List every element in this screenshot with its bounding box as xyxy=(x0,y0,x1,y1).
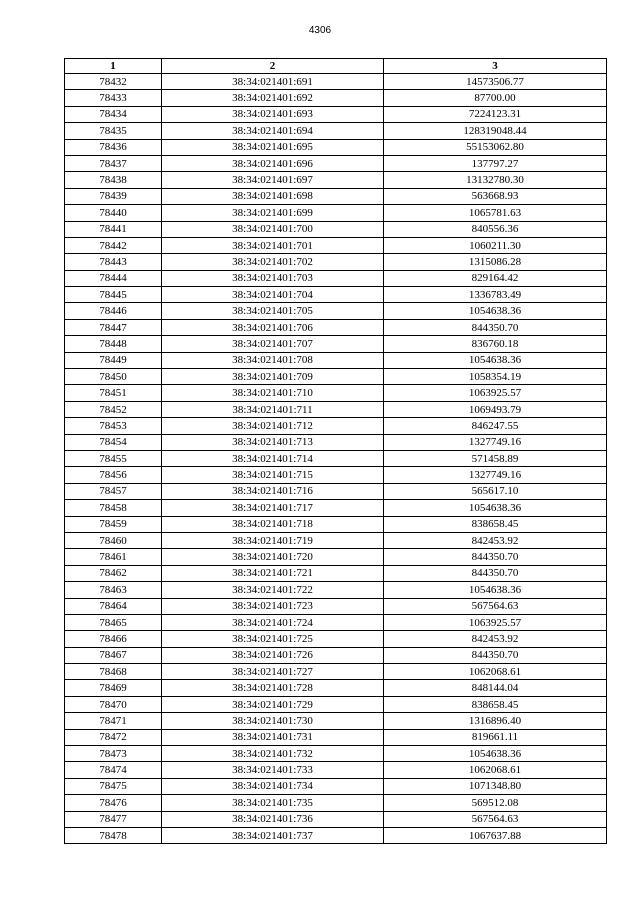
table-row xyxy=(65,680,607,696)
row-number-cell: 78455 xyxy=(65,450,162,466)
row-number-cell: 78444 xyxy=(65,270,162,286)
table-row xyxy=(65,418,607,434)
table-row xyxy=(65,450,607,466)
table-row xyxy=(65,123,607,139)
cadastral-value-cell: 848144.04 xyxy=(384,680,607,696)
table-row xyxy=(65,746,607,762)
cadastral-value-cell: 1054638.36 xyxy=(384,582,607,598)
table-body xyxy=(65,74,607,844)
table-row xyxy=(65,434,607,450)
cadastral-value-cell: 571458.89 xyxy=(384,450,607,466)
cadastral-value-cell: 569512.08 xyxy=(384,795,607,811)
cadastral-number-cell: 38:34:021401:721 xyxy=(162,565,384,581)
page-number: 4306 xyxy=(308,25,332,36)
column-header-2: 2 xyxy=(162,59,384,74)
cadastral-value-cell: 846247.55 xyxy=(384,418,607,434)
header-row xyxy=(65,59,607,74)
cadastral-value-cell: 1054638.36 xyxy=(384,303,607,319)
cadastral-number-cell: 38:34:021401:722 xyxy=(162,582,384,598)
row-number-cell: 78458 xyxy=(65,500,162,516)
cadastral-value-cell: 1060211.30 xyxy=(384,237,607,253)
cadastral-value-cell: 1065781.63 xyxy=(384,205,607,221)
row-number-cell: 78465 xyxy=(65,614,162,630)
table-row xyxy=(65,155,607,171)
row-number-cell: 78443 xyxy=(65,254,162,270)
cadastral-value-cell: 1063925.57 xyxy=(384,385,607,401)
table-row xyxy=(65,549,607,565)
row-number-cell: 78472 xyxy=(65,729,162,745)
table-row xyxy=(65,647,607,663)
table-row xyxy=(65,172,607,188)
cadastral-number-cell: 38:34:021401:693 xyxy=(162,106,384,122)
table-row xyxy=(65,713,607,729)
cadastral-number-cell: 38:34:021401:706 xyxy=(162,319,384,335)
cadastral-value-cell: 55153062.80 xyxy=(384,139,607,155)
cadastral-number-cell: 38:34:021401:714 xyxy=(162,450,384,466)
cadastral-value-cell: 844350.70 xyxy=(384,565,607,581)
cadastral-value-cell: 13132780.30 xyxy=(384,172,607,188)
table-row xyxy=(65,598,607,614)
cadastral-value-table xyxy=(64,58,607,844)
cadastral-value-cell: 1071348.80 xyxy=(384,778,607,794)
cadastral-number-cell: 38:34:021401:724 xyxy=(162,614,384,630)
row-number-cell: 78446 xyxy=(65,303,162,319)
column-header-3: 3 xyxy=(384,59,607,74)
row-number-cell: 78466 xyxy=(65,631,162,647)
row-number-cell: 78453 xyxy=(65,418,162,434)
cadastral-number-cell: 38:34:021401:734 xyxy=(162,778,384,794)
cadastral-number-cell: 38:34:021401:726 xyxy=(162,647,384,663)
row-number-cell: 78435 xyxy=(65,123,162,139)
table-row xyxy=(65,369,607,385)
cadastral-number-cell: 38:34:021401:699 xyxy=(162,205,384,221)
row-number-cell: 78469 xyxy=(65,680,162,696)
cadastral-number-cell: 38:34:021401:708 xyxy=(162,352,384,368)
row-number-cell: 78464 xyxy=(65,598,162,614)
cadastral-number-cell: 38:34:021401:733 xyxy=(162,762,384,778)
table-row xyxy=(65,811,607,827)
table-row xyxy=(65,352,607,368)
cadastral-number-cell: 38:34:021401:737 xyxy=(162,827,384,843)
table-row xyxy=(65,614,607,630)
cadastral-number-cell: 38:34:021401:715 xyxy=(162,467,384,483)
cadastral-value-cell: 567564.63 xyxy=(384,811,607,827)
table-row xyxy=(65,221,607,237)
cadastral-number-cell: 38:34:021401:712 xyxy=(162,418,384,434)
row-number-cell: 78439 xyxy=(65,188,162,204)
cadastral-value-cell: 14573506.77 xyxy=(384,74,607,90)
cadastral-number-cell: 38:34:021401:735 xyxy=(162,795,384,811)
cadastral-number-cell: 38:34:021401:692 xyxy=(162,90,384,106)
cadastral-value-cell: 838658.45 xyxy=(384,696,607,712)
row-number-cell: 78450 xyxy=(65,369,162,385)
table-row xyxy=(65,188,607,204)
row-number-cell: 78456 xyxy=(65,467,162,483)
table-row xyxy=(65,778,607,794)
row-number-cell: 78448 xyxy=(65,336,162,352)
cadastral-value-cell: 1316896.40 xyxy=(384,713,607,729)
cadastral-value-cell: 567564.63 xyxy=(384,598,607,614)
cadastral-number-cell: 38:34:021401:701 xyxy=(162,237,384,253)
cadastral-number-cell: 38:34:021401:711 xyxy=(162,401,384,417)
cadastral-value-cell: 819661.11 xyxy=(384,729,607,745)
row-number-cell: 78433 xyxy=(65,90,162,106)
cadastral-number-cell: 38:34:021401:725 xyxy=(162,631,384,647)
cadastral-number-cell: 38:34:021401:736 xyxy=(162,811,384,827)
row-number-cell: 78474 xyxy=(65,762,162,778)
cadastral-value-cell: 1067637.88 xyxy=(384,827,607,843)
cadastral-value-cell: 137797.27 xyxy=(384,155,607,171)
cadastral-value-cell: 565617.10 xyxy=(384,483,607,499)
cadastral-value-cell: 563668.93 xyxy=(384,188,607,204)
cadastral-value-cell: 844350.70 xyxy=(384,319,607,335)
cadastral-number-cell: 38:34:021401:717 xyxy=(162,500,384,516)
row-number-cell: 78436 xyxy=(65,139,162,155)
table-row xyxy=(65,287,607,303)
cadastral-number-cell: 38:34:021401:729 xyxy=(162,696,384,712)
table-row xyxy=(65,483,607,499)
cadastral-number-cell: 38:34:021401:716 xyxy=(162,483,384,499)
row-number-cell: 78462 xyxy=(65,565,162,581)
cadastral-number-cell: 38:34:021401:718 xyxy=(162,516,384,532)
cadastral-value-cell: 1336783.49 xyxy=(384,287,607,303)
table-row xyxy=(65,90,607,106)
table-row xyxy=(65,516,607,532)
cadastral-number-cell: 38:34:021401:728 xyxy=(162,680,384,696)
cadastral-value-cell: 844350.70 xyxy=(384,549,607,565)
row-number-cell: 78473 xyxy=(65,746,162,762)
cadastral-value-cell: 1054638.36 xyxy=(384,500,607,516)
row-number-cell: 78460 xyxy=(65,532,162,548)
cadastral-number-cell: 38:34:021401:732 xyxy=(162,746,384,762)
cadastral-value-cell: 1062068.61 xyxy=(384,762,607,778)
table-row xyxy=(65,729,607,745)
table-row xyxy=(65,631,607,647)
row-number-cell: 78470 xyxy=(65,696,162,712)
cadastral-value-cell: 840556.36 xyxy=(384,221,607,237)
cadastral-value-cell: 1327749.16 xyxy=(384,434,607,450)
table-row xyxy=(65,139,607,155)
row-number-cell: 78475 xyxy=(65,778,162,794)
cadastral-number-cell: 38:34:021401:707 xyxy=(162,336,384,352)
table-row xyxy=(65,467,607,483)
row-number-cell: 78440 xyxy=(65,205,162,221)
table-row xyxy=(65,303,607,319)
row-number-cell: 78438 xyxy=(65,172,162,188)
cadastral-number-cell: 38:34:021401:700 xyxy=(162,221,384,237)
cadastral-number-cell: 38:34:021401:730 xyxy=(162,713,384,729)
table-row xyxy=(65,565,607,581)
cadastral-number-cell: 38:34:021401:698 xyxy=(162,188,384,204)
cadastral-number-cell: 38:34:021401:697 xyxy=(162,172,384,188)
cadastral-value-cell: 128319048.44 xyxy=(384,123,607,139)
table-row xyxy=(65,106,607,122)
cadastral-value-cell: 829164.42 xyxy=(384,270,607,286)
cadastral-value-cell: 7224123.31 xyxy=(384,106,607,122)
row-number-cell: 78451 xyxy=(65,385,162,401)
cadastral-value-cell: 1058354.19 xyxy=(384,369,607,385)
row-number-cell: 78447 xyxy=(65,319,162,335)
cadastral-number-cell: 38:34:021401:703 xyxy=(162,270,384,286)
cadastral-number-cell: 38:34:021401:731 xyxy=(162,729,384,745)
table-row xyxy=(65,319,607,335)
table-row xyxy=(65,795,607,811)
cadastral-number-cell: 38:34:021401:694 xyxy=(162,123,384,139)
table-row xyxy=(65,401,607,417)
table-row xyxy=(65,582,607,598)
row-number-cell: 78476 xyxy=(65,795,162,811)
table-row xyxy=(65,237,607,253)
row-number-cell: 78463 xyxy=(65,582,162,598)
cadastral-value-cell: 1069493.79 xyxy=(384,401,607,417)
cadastral-value-cell: 1062068.61 xyxy=(384,664,607,680)
table-row xyxy=(65,827,607,843)
cadastral-number-cell: 38:34:021401:704 xyxy=(162,287,384,303)
cadastral-number-cell: 38:34:021401:695 xyxy=(162,139,384,155)
cadastral-number-cell: 38:34:021401:719 xyxy=(162,532,384,548)
table-row xyxy=(65,664,607,680)
cadastral-number-cell: 38:34:021401:702 xyxy=(162,254,384,270)
cadastral-number-cell: 38:34:021401:710 xyxy=(162,385,384,401)
column-header-1: 1 xyxy=(65,59,162,74)
cadastral-value-cell: 1063925.57 xyxy=(384,614,607,630)
cadastral-number-cell: 38:34:021401:713 xyxy=(162,434,384,450)
cadastral-value-cell: 1327749.16 xyxy=(384,467,607,483)
cadastral-value-cell: 838658.45 xyxy=(384,516,607,532)
row-number-cell: 78437 xyxy=(65,155,162,171)
table-row xyxy=(65,532,607,548)
table-row xyxy=(65,762,607,778)
table-row xyxy=(65,500,607,516)
row-number-cell: 78454 xyxy=(65,434,162,450)
cadastral-number-cell: 38:34:021401:691 xyxy=(162,74,384,90)
row-number-cell: 78478 xyxy=(65,827,162,843)
cadastral-value-cell: 836760.18 xyxy=(384,336,607,352)
cadastral-value-cell: 1054638.36 xyxy=(384,746,607,762)
cadastral-number-cell: 38:34:021401:705 xyxy=(162,303,384,319)
row-number-cell: 78468 xyxy=(65,664,162,680)
row-number-cell: 78452 xyxy=(65,401,162,417)
row-number-cell: 78459 xyxy=(65,516,162,532)
cadastral-number-cell: 38:34:021401:727 xyxy=(162,664,384,680)
row-number-cell: 78467 xyxy=(65,647,162,663)
table-row xyxy=(65,205,607,221)
row-number-cell: 78432 xyxy=(65,74,162,90)
row-number-cell: 78471 xyxy=(65,713,162,729)
row-number-cell: 78434 xyxy=(65,106,162,122)
table-row xyxy=(65,74,607,90)
row-number-cell: 78445 xyxy=(65,287,162,303)
cadastral-value-cell: 1315086.28 xyxy=(384,254,607,270)
row-number-cell: 78461 xyxy=(65,549,162,565)
row-number-cell: 78442 xyxy=(65,237,162,253)
table-row xyxy=(65,696,607,712)
table-row xyxy=(65,254,607,270)
cadastral-number-cell: 38:34:021401:723 xyxy=(162,598,384,614)
cadastral-number-cell: 38:34:021401:720 xyxy=(162,549,384,565)
row-number-cell: 78449 xyxy=(65,352,162,368)
cadastral-number-cell: 38:34:021401:696 xyxy=(162,155,384,171)
cadastral-value-cell: 842453.92 xyxy=(384,532,607,548)
cadastral-number-cell: 38:34:021401:709 xyxy=(162,369,384,385)
table-row xyxy=(65,385,607,401)
row-number-cell: 78477 xyxy=(65,811,162,827)
cadastral-value-cell: 844350.70 xyxy=(384,647,607,663)
cadastral-value-cell: 87700.00 xyxy=(384,90,607,106)
cadastral-value-cell: 842453.92 xyxy=(384,631,607,647)
table-row xyxy=(65,270,607,286)
row-number-cell: 78441 xyxy=(65,221,162,237)
cadastral-value-cell: 1054638.36 xyxy=(384,352,607,368)
table-row xyxy=(65,336,607,352)
row-number-cell: 78457 xyxy=(65,483,162,499)
